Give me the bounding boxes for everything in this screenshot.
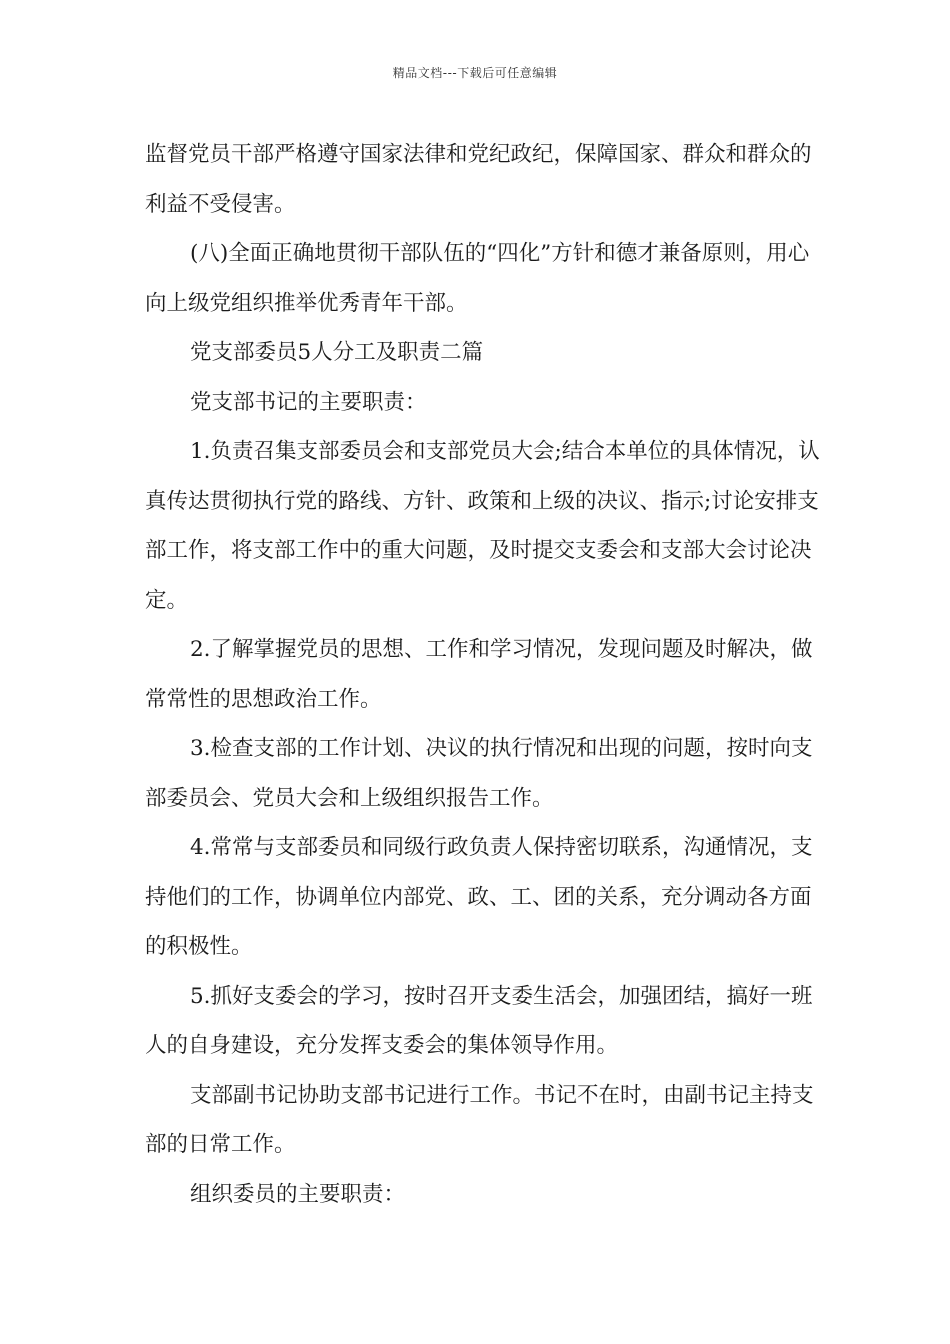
list-item: 2.了解掌握党员的思想、工作和学习情况，发现问题及时解决，做常常性的思想政治工作。	[145, 637, 813, 712]
paragraph: 监督党员干部严格遵守国家法律和党纪政纪，保障国家、群众和群众的利益不受侵害。	[145, 142, 812, 217]
list-item: 3.检查支部的工作计划、决议的执行情况和出现的问题，按时向支部委员会、党员大会和上级组织报告工作。	[145, 736, 813, 811]
page-header: 精品文档---下载后可任意编辑	[392, 66, 558, 80]
list-item: 4.常常与支部委员和同级行政负责人保持密切联系，沟通情况，支持他们的工作，协调单位内部党、政、工、团的关系，充分调动各方面的积极性。	[145, 835, 813, 959]
document-body	[145, 130, 825, 1219]
list-item: 5.抓好支委会的学习，按时召开支委生活会，加强团结，搞好一班人的自身建设，充分发挥支委会的集体领导作用。	[145, 983, 813, 1058]
paragraph: (八)全面正确地贯彻干部队伍的“四化”方针和德才兼备原则，用心向上级党组织推举优秀青年干部。	[145, 241, 810, 316]
list-item: 1.负责召集支部委员会和支部党员大会;结合本单位的具体情况，认真传达贯彻执行党的路线、方针、政策和上级的决议、指示;讨论安排支部工作，将支部工作中的重大问题，及时提交支委会和支部大会讨论决定。	[145, 439, 820, 613]
subsection-heading: 组织委员的主要职责：	[190, 1181, 406, 1207]
section-heading: 党支部委员5人分工及职责二篇	[190, 340, 484, 365]
subsection-heading: 党支部书记的主要职责：	[190, 389, 427, 415]
paragraph: 支部副书记协助支部书记进行工作。书记不在时，由副书记主持支部的日常工作。	[145, 1082, 814, 1157]
